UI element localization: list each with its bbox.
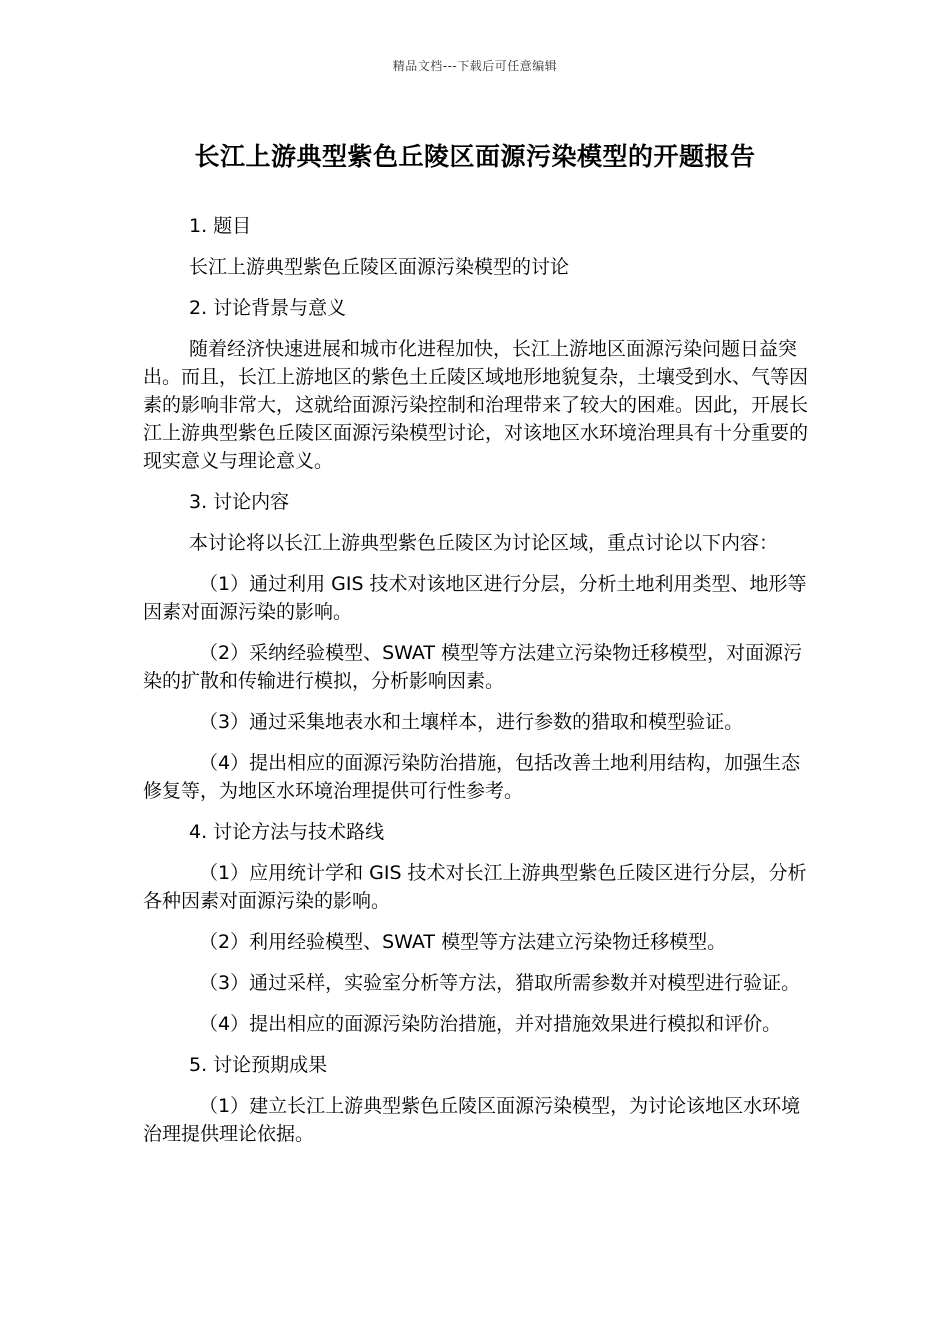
section-4-item: （4）提出相应的面源污染防治措施，并对措施效果进行模拟和评价。 xyxy=(199,1013,782,1035)
section-2-heading: 2. 讨论背景与意义 xyxy=(189,297,347,319)
section-4-item: （3）通过采样，实验室分析等方法，猎取所需参数并对模型进行验证。 xyxy=(199,972,801,994)
section-4-item: （1）应用统计学和 GIS 技术对长江上游典型紫色丘陵区进行分层，分析各种因素对面源污染的影响。 xyxy=(143,862,807,912)
section-2-paragraph: 随着经济快速进展和城市化进程加快，长江上游地区面源污染问题日益突出。而且，长江上游地区的紫色土丘陵区域地形地貌复杂，土壤受到水、气等因素的影响非常大，这就给面源污染控制和治理带来了较大的困难。因此，开展长江上游典型紫色丘陵区面源污染模型讨论，对该地区水环境治理具有十分重要的现实意义与理论意义。 xyxy=(143,338,809,472)
section-4-item: （2）利用经验模型、SWAT 模型等方法建立污染物迁移模型。 xyxy=(199,931,727,953)
section-3-item: （1）通过利用 GIS 技术对该地区进行分层，分析土地利用类型、地形等因素对面源污染的影响。 xyxy=(143,573,807,623)
section-5-heading: 5. 讨论预期成果 xyxy=(189,1054,328,1076)
document-body xyxy=(143,212,813,1161)
section-5-item: （1）建立长江上游典型紫色丘陵区面源污染模型，为讨论该地区水环境治理提供理论依据。 xyxy=(143,1095,801,1145)
section-3-item: （4）提出相应的面源污染防治措施，包括改善土地利用结构，加强生态修复等，为地区水环境治理提供可行性参考。 xyxy=(143,752,801,802)
section-4-heading: 4. 讨论方法与技术路线 xyxy=(189,821,385,843)
page-header-note: 精品文档---下载后可任意编辑 xyxy=(392,59,558,73)
section-3-intro: 本讨论将以长江上游典型紫色丘陵区为讨论区域，重点讨论以下内容： xyxy=(189,532,779,554)
section-1-text: 长江上游典型紫色丘陵区面源污染模型的讨论 xyxy=(189,256,570,278)
section-1-heading: 1. 题目 xyxy=(189,215,252,237)
section-3-item: （2）采纳经验模型、SWAT 模型等方法建立污染物迁移模型，对面源污染的扩散和传输进行模拟，分析影响因素。 xyxy=(143,642,803,692)
section-3-item: （3）通过采集地表水和土壤样本，进行参数的猎取和模型验证。 xyxy=(199,711,744,733)
document-title: 长江上游典型紫色丘陵区面源污染模型的开题报告 xyxy=(194,142,756,171)
section-3-heading: 3. 讨论内容 xyxy=(189,491,290,513)
